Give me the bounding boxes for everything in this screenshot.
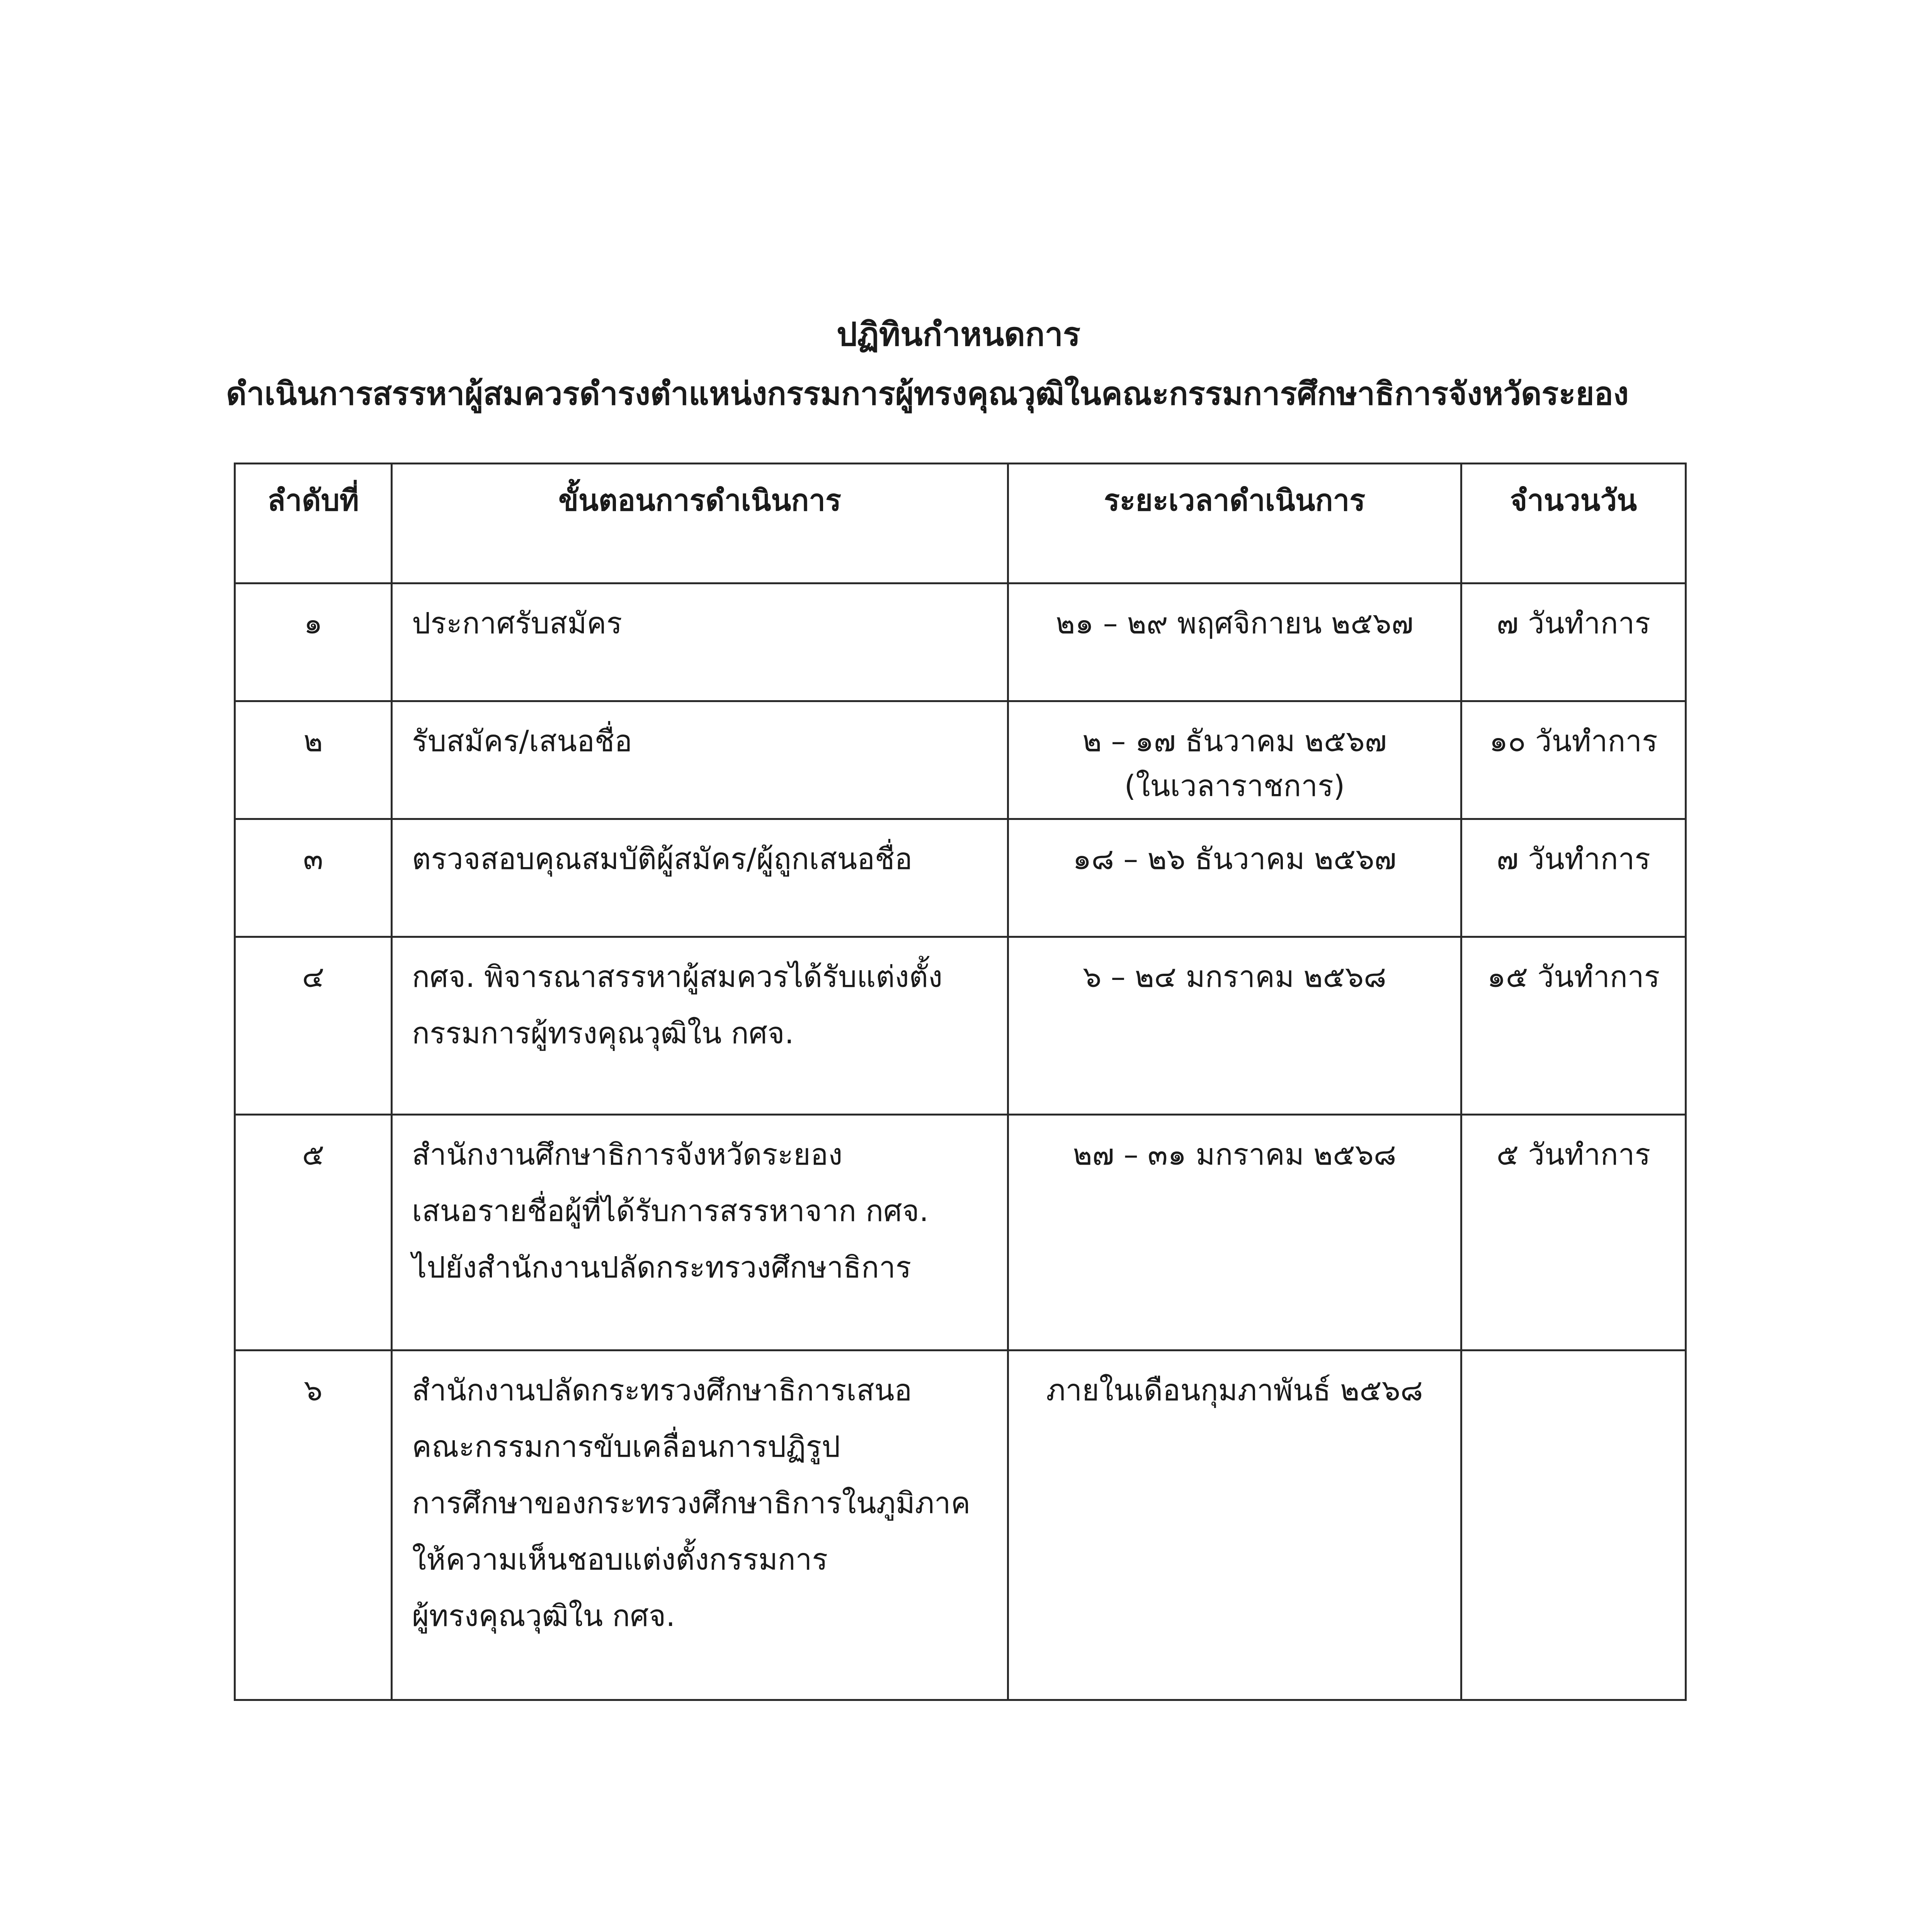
header-days bbox=[1461, 464, 1686, 583]
row-period bbox=[1008, 1115, 1461, 1350]
period-line: ๒๗ – ๓๑ มกราคม ๒๕๖๘ bbox=[1073, 1137, 1397, 1172]
row-number: ๒ bbox=[235, 701, 392, 819]
header-period bbox=[1008, 464, 1461, 583]
step-line: ประกาศรับสมัคร bbox=[412, 606, 623, 640]
row-days: ๕ วันทำการ bbox=[1461, 1115, 1686, 1350]
step-line: รับสมัคร/เสนอชื่อ bbox=[412, 724, 632, 758]
row-days: ๗ วันทำการ bbox=[1461, 583, 1686, 701]
period-line: ๑๘ – ๒๖ ธันวาคม ๒๕๖๗ bbox=[1073, 842, 1397, 876]
header-step bbox=[392, 464, 1008, 583]
row-step bbox=[392, 1350, 1008, 1700]
row-period bbox=[1008, 701, 1461, 819]
period-line: ๖ – ๒๔ มกราคม ๒๕๖๘ bbox=[1083, 959, 1386, 994]
row-period bbox=[1008, 819, 1461, 937]
row-step bbox=[392, 583, 1008, 701]
table-row bbox=[235, 1350, 1686, 1700]
period-line: ๒ – ๑๗ ธันวาคม ๒๕๖๗ bbox=[1082, 724, 1387, 758]
header-days-label: จำนวนวัน bbox=[1510, 483, 1637, 517]
step-line: คณะกรรมการขับเคลื่อนการปฏิรูป bbox=[412, 1429, 840, 1464]
row-number: ๕ bbox=[235, 1115, 392, 1350]
row-step bbox=[392, 819, 1008, 937]
step-line: กรรมการผู้ทรงคุณวุฒิใน กศจ. bbox=[412, 1016, 794, 1050]
header-step-label: ขั้นตอนการดำเนินการ bbox=[558, 483, 841, 517]
table-row bbox=[235, 583, 1686, 701]
step-line: ตรวจสอบคุณสมบัติผู้สมัคร/ผู้ถูกเสนอชื่อ bbox=[412, 842, 913, 876]
row-period bbox=[1008, 1350, 1461, 1700]
table-row bbox=[235, 937, 1686, 1115]
step-line: กศจ. พิจารณาสรรหาผู้สมควรได้รับแต่งตั้ง bbox=[412, 959, 943, 994]
row-days bbox=[1461, 1350, 1686, 1700]
header-order-label: ลำดับที่ bbox=[267, 483, 359, 517]
row-days: ๑๐ วันทำการ bbox=[1461, 701, 1686, 819]
period-line: (ในเวลาราชการ) bbox=[1124, 769, 1345, 803]
table-row bbox=[235, 819, 1686, 937]
row-period bbox=[1008, 937, 1461, 1115]
document-title: ปฏิทินกำหนดการ bbox=[836, 315, 1081, 353]
document-subtitle: ดำเนินการสรรหาผู้สมควรดำรงตำแหน่งกรรมการผู้ทรงคุณวุฒิในคณะกรรมการศึกษาธิการจังหวัดระยอง bbox=[226, 376, 1629, 412]
row-days: ๗ วันทำการ bbox=[1461, 819, 1686, 937]
row-number: ๑ bbox=[235, 583, 392, 701]
period-line: ๒๑ – ๒๙ พฤศจิกายน ๒๕๖๗ bbox=[1056, 606, 1414, 640]
step-line: การศึกษาของกระทรวงศึกษาธิการในภูมิภาค bbox=[412, 1486, 971, 1520]
row-number: ๔ bbox=[235, 937, 392, 1115]
row-number: ๖ bbox=[235, 1350, 392, 1700]
table-row bbox=[235, 1115, 1686, 1350]
step-line: ผู้ทรงคุณวุฒิใน กศจ. bbox=[412, 1599, 675, 1633]
schedule-table bbox=[234, 463, 1687, 1701]
table-row bbox=[235, 701, 1686, 819]
table-header-row bbox=[235, 464, 1686, 583]
row-step bbox=[392, 701, 1008, 819]
row-step bbox=[392, 937, 1008, 1115]
header-order bbox=[235, 464, 392, 583]
step-line: สำนักงานปลัดกระทรวงศึกษาธิการเสนอ bbox=[412, 1373, 912, 1407]
period-line: ภายในเดือนกุมภาพันธ์ ๒๕๖๘ bbox=[1046, 1373, 1423, 1407]
row-step bbox=[392, 1115, 1008, 1350]
row-days: ๑๕ วันทำการ bbox=[1461, 937, 1686, 1115]
step-line: สำนักงานศึกษาธิการจังหวัดระยอง bbox=[412, 1137, 843, 1172]
step-line: ให้ความเห็นชอบแต่งตั้งกรรมการ bbox=[412, 1542, 828, 1577]
row-number: ๓ bbox=[235, 819, 392, 937]
header-period-label: ระยะเวลาดำเนินการ bbox=[1104, 483, 1366, 517]
step-line: เสนอรายชื่อผู้ที่ได้รับการสรรหาจาก กศจ. bbox=[412, 1194, 929, 1228]
row-period bbox=[1008, 583, 1461, 701]
step-line: ไปยังสำนักงานปลัดกระทรวงศึกษาธิการ bbox=[412, 1250, 912, 1284]
